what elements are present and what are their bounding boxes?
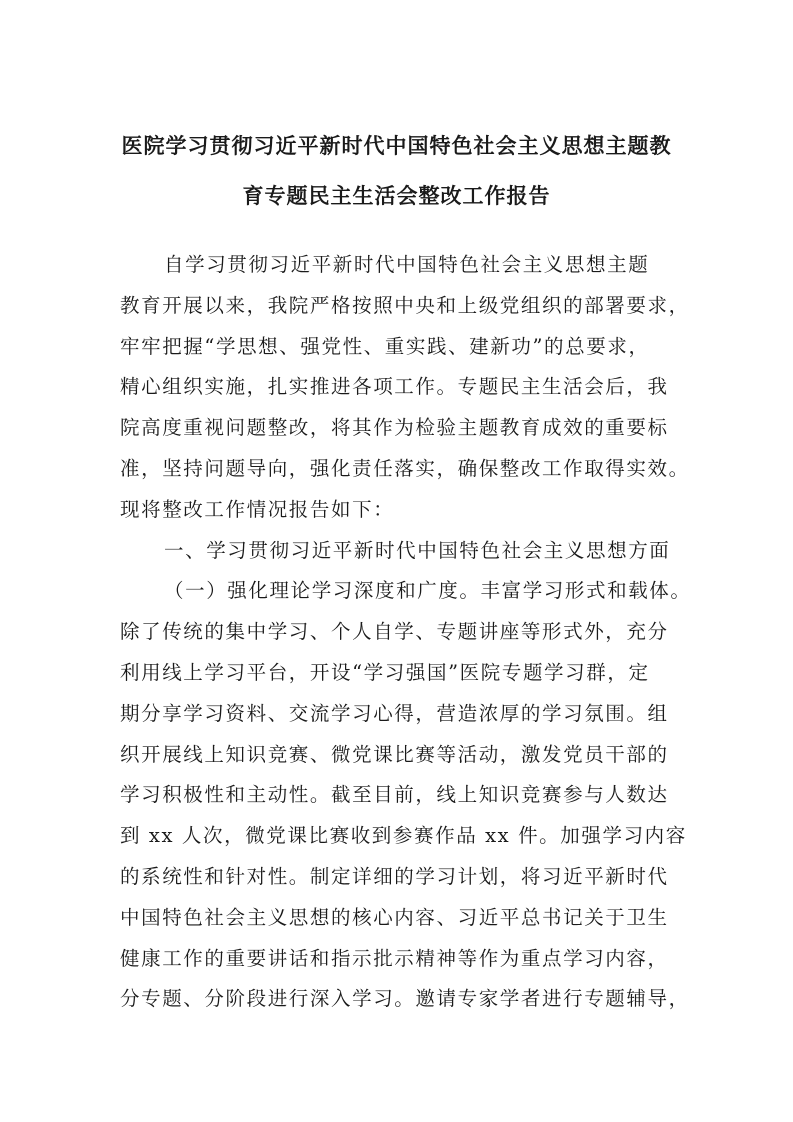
body-line: 教育开展以来，我院严格按照中央和上级党组织的部署要求， xyxy=(120,293,690,317)
section-heading: 一、学习贯彻习近平新时代中国特色社会主义思想方面 xyxy=(164,538,671,562)
body-line: 院高度重视问题整改，将其作为检验主题教育成效的重要标 xyxy=(120,416,669,440)
body-line: 准，坚持问题导向，强化责任落实，确保整改工作取得实效。 xyxy=(120,456,690,480)
body-line: 牢牢把握“学思想、强党性、重实践、建新功”的总要求， xyxy=(120,334,650,358)
document-title-line-2: 育专题民主生活会整改工作报告 xyxy=(242,184,551,208)
body-line: 到 xx 人次，微党课比赛收到参赛作品 xx 件。加强学习内容 xyxy=(120,824,687,848)
body-line: 分专题、分阶段进行深入学习。邀请专家学者进行专题辅导， xyxy=(120,987,690,1011)
document-body xyxy=(120,245,690,1020)
body-line: 自学习贯彻习近平新时代中国特色社会主义思想主题 xyxy=(164,253,650,276)
body-line: 的系统性和针对性。制定详细的学习计划，将习近平新时代 xyxy=(120,864,669,888)
body-line: 期分享学习资料、交流学习心得，营造浓厚的学习氛围。组 xyxy=(120,701,669,725)
body-line: 健康工作的重要讲话和指示批示精神等作为重点学习内容， xyxy=(120,946,669,970)
body-line: 利用线上学习平台，开设“学习强国”医院专题学习群，定 xyxy=(120,660,650,684)
body-line: 精心组织实施，扎实推进各项工作。专题民主生活会后，我 xyxy=(120,375,669,399)
document-title-line-1: 医院学习贯彻习近平新时代中国特色社会主义思想主题教 xyxy=(121,134,672,158)
body-line: 学习积极性和主动性。截至目前，线上知识竞赛参与人数达 xyxy=(120,783,669,807)
body-line: 现将整改工作情况报告如下： xyxy=(120,497,395,521)
body-line: 除了传统的集中学习、个人自学、专题讲座等形式外，充分 xyxy=(120,620,669,644)
subsection-heading: （一）强化理论学习深度和广度。丰富学习形式和载体。 xyxy=(164,579,692,603)
body-line: 中国特色社会主义思想的核心内容、习近平总书记关于卫生 xyxy=(120,905,669,929)
body-line: 织开展线上知识竞赛、微党课比赛等活动，激发党员干部的 xyxy=(120,742,669,766)
